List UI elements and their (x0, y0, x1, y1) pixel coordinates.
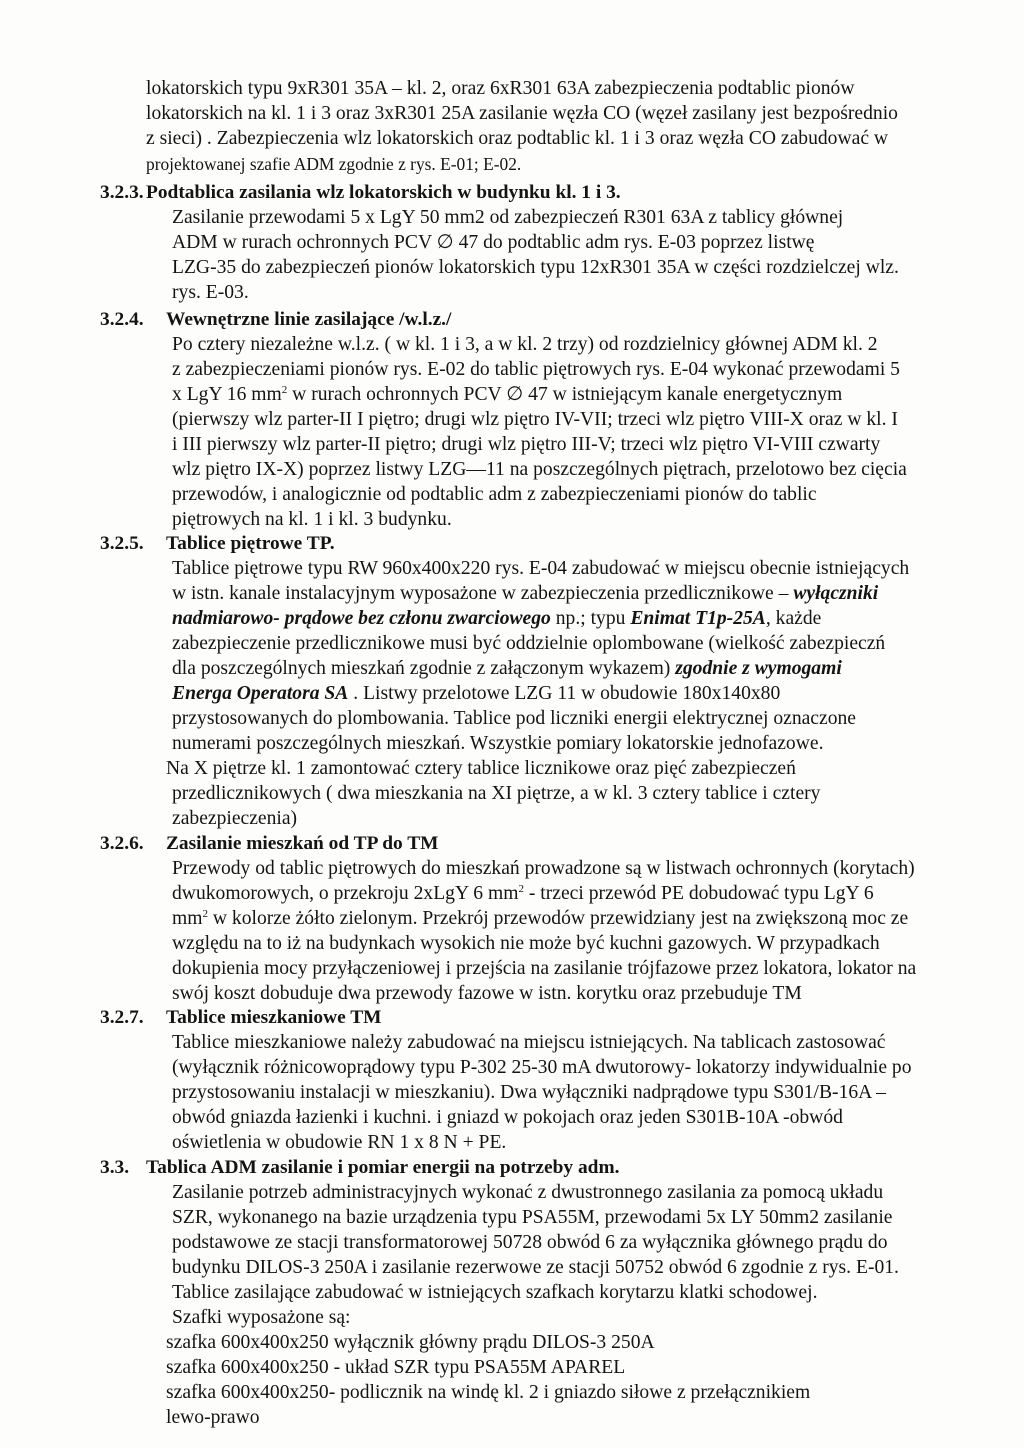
text-line: Tablice piętrowe typu RW 960x400x220 rys. E-04 zabudować w miejscu obecnie istniejących (172, 558, 910, 579)
text-line: Tablice zasilające zabudować w istniejących szafkach korytarzu klatki schodowej. (172, 1282, 818, 1303)
text-line: numerami poszczególnych mieszkań. Wszystkie pomiary lokatorskie jednofazowe. (172, 733, 824, 754)
text-line: swój koszt dobuduje dwa przewody fazowe w istn. korytku oraz przebuduje TM (172, 983, 802, 1004)
text-line: obwód gniazda łazienki i kuchni. i gniazd w pokojach oraz jeden S301B-10A -obwód (172, 1107, 843, 1128)
section-heading: Podtablica zasilania wlz lokatorskich w budynku kl. 1 i 3. (146, 182, 621, 203)
emphasis-text: nadmiarowo- prądowe bez członu zwarciowego (172, 608, 551, 629)
text-line: przewodów, i analogicznie od podtablic adm z zabezpieczeniami pionów do tablic (172, 484, 817, 505)
text-span: , każde (765, 608, 822, 629)
text-span: np.; typu (550, 608, 631, 629)
text-span: dwukomorowych, o przekroju 2xLgY 6 mm (172, 883, 519, 904)
text-line: podstawowe ze stacji transformatorowej 50728 obwód 6 za wyłącznika głównego prądu do (172, 1232, 888, 1253)
text-line: szafka 600x400x250 wyłącznik główny prądu DILOS-3 250A (166, 1332, 655, 1353)
superscript: 2 (281, 384, 288, 396)
text-line: szafka 600x400x250 - układ SZR typu PSA55M APAREL (166, 1357, 626, 1378)
text-line: Tablice mieszkaniowe należy zabudować na miejscu istniejących. Na tablicach zastosować (172, 1032, 886, 1053)
section-number: 3.2.5. (100, 533, 144, 554)
text-line: Zasilanie potrzeb administracyjnych wykonać z dwustronnego zasilania za pomocą układu (172, 1182, 884, 1203)
section-number: 3.2.6. (100, 833, 144, 854)
emphasis-text: Energa Operatora SA (172, 683, 349, 704)
text-line: z zabezpieczeniami pionów rys. E-02 do tablic piętrowych rys. E-04 wykonać przewodami 5 (172, 359, 900, 380)
text-line: Zasilanie przewodami 5 x LgY 50 mm2 od zabezpieczeń R301 63A z tablicy głównej (172, 207, 844, 228)
text-line: przedlicznikowych ( dwa mieszkania na XI piętrze, a w kl. 3 cztery tablice i cztery (172, 783, 821, 804)
text-line: ADM w rurach ochronnych PCV ∅ 47 do podtablic adm rys. E-03 poprzez listwę (172, 232, 815, 253)
text-line: przystosowanych do plombowania. Tablice pod liczniki energii elektrycznej oznaczone (172, 708, 856, 729)
text-span: w rurach ochronnych PCV ∅ 47 w istniejącym kanale energetycznym (287, 384, 843, 405)
text-line (172, 682, 780, 706)
text-span: x LgY 16 mm (172, 384, 282, 405)
emphasis-text: Enimat T1p-25A (630, 608, 766, 629)
text-line: wlz piętro IX-X) poprzez listwy LZG—11 na poszczególnych piętrach, przelotowo bez cięcia (172, 459, 907, 480)
text-line (172, 383, 842, 407)
section-number: 3.3. (100, 1157, 130, 1178)
text-line: rys. E-03. (172, 282, 249, 303)
emphasis-text: wyłączniki (793, 583, 879, 604)
text-line: z sieci) . Zabezpieczenia wlz lokatorskich oraz podtablic kl. 1 i 3 oraz węzła CO zabudować w (146, 128, 889, 149)
text-line: (wyłącznik różnicowoprądowy typu P-302 25-30 mA dwutorowy- lokatorzy indywidualnie po (172, 1057, 912, 1078)
section-heading: Tablice mieszkaniowe TM (166, 1007, 382, 1028)
section-number: 3.2.4. (100, 309, 144, 330)
text-span: mm (172, 908, 203, 929)
text-line: lewo-prawo (166, 1407, 260, 1428)
section-number: 3.2.7. (100, 1007, 144, 1028)
text-line: lokatorskich na kl. 1 i 3 oraz 3xR301 25A zasilanie węzła CO (węzeł zasilany jest bezpośrednio (146, 103, 898, 124)
text-line: względu na to iż na budynkach wysokich nie może być kuchni gazowych. W przypadkach (172, 933, 880, 954)
text-line: Szafki wyposażone są: (172, 1307, 351, 1328)
section-heading: Tablica ADM zasilanie i pomiar energii na potrzeby adm. (146, 1157, 620, 1178)
superscript: 2 (202, 908, 208, 920)
section-number: 3.2.3. (100, 182, 144, 203)
text-line: Przewody od tablic piętrowych do mieszkań prowadzone są w listwach ochronnych (korytach) (172, 858, 915, 879)
text-line (172, 882, 874, 906)
superscript: 2 (518, 883, 524, 895)
text-span: - trzeci przewód PE dobudować typu LgY 6 (523, 883, 874, 904)
text-line: oświetlenia w obudowie RN 1 x 8 N + PE. (172, 1132, 507, 1153)
text-line: i III pierwszy wlz parter-II piętro; drugi wlz piętro III-V; trzeci wlz piętro VI-VIII czwarty (172, 434, 881, 455)
text-span: dla poszczególnych mieszkań zgodnie z załączonym wykazem) (172, 658, 676, 679)
text-line: LZG-35 do zabezpieczeń pionów lokatorskich typu 12xR301 35A w części rozdzielczej wlz. (172, 257, 899, 278)
text-line: (pierwszy wlz parter-II I piętro; drugi wlz piętro IV-VII; trzeci wlz piętro VIII-X oraz w kl. I (172, 409, 898, 430)
text-span: . Listwy przelotowe LZG 11 w obudowie 180x140x80 (348, 683, 781, 704)
text-line: budynku DILOS-3 250A i zasilanie rezerwowe ze stacji 50752 obwód 6 zgodnie z rys. E-01. (172, 1257, 899, 1278)
text-line: dokupienia mocy przyłączeniowej i przejścia na zasilanie trójfazowe przez lokatora, lokator na (172, 958, 917, 979)
text-line: Po cztery niezależne w.l.z. ( w kl. 1 i 3, a w kl. 2 trzy) od rozdzielnicy głównej ADM kl. 2 (172, 334, 878, 355)
text-line: przystosowaniu instalacji w mieszkaniu). Dwa wyłączniki nadprądowe typu S301/B-16A – (172, 1082, 886, 1103)
text-line (172, 657, 842, 681)
text-line (172, 582, 878, 606)
text-line (172, 607, 821, 631)
text-line: zabezpieczenie przedlicznikowe musi być oddzielnie oplombowane (wielkość zabezpieczń (172, 633, 886, 654)
text-line: projektowanej szafie ADM zgodnie z rys. E-01; E-02. (146, 154, 522, 174)
text-line: piętrowych na kl. 1 i kl. 3 budynku. (172, 509, 452, 530)
text-line: szafka 600x400x250- podlicznik na windę kl. 2 i gniazdo siłowe z przełącznikiem (166, 1382, 811, 1403)
text-span: w kolorze żółto zielonym. Przekrój przewodów przewidziany jest na zwiększoną moc ze (207, 908, 909, 929)
section-heading: Tablice piętrowe TP. (166, 533, 335, 554)
text-line: Na X piętrze kl. 1 zamontować cztery tablice licznikowe oraz pięć zabezpieczeń (166, 758, 796, 779)
text-line: lokatorskich typu 9xR301 35A – kl. 2, oraz 6xR301 63A zabezpieczenia podtablic pionów (146, 78, 855, 99)
text-line: zabezpieczenia) (172, 808, 298, 829)
text-line (172, 907, 908, 931)
section-heading: Zasilanie mieszkań od TP do TM (166, 833, 439, 854)
section-heading: Wewnętrzne linie zasilające /w.l.z./ (166, 309, 452, 330)
text-line: SZR, wykonanego na bazie urządzenia typu PSA55M, przewodami 5x LY 50mm2 zasilanie (172, 1207, 893, 1228)
emphasis-text: zgodnie z wymogami (675, 658, 842, 679)
text-span: w istn. kanale instalacyjnym wyposażone w zabezpieczenia przedlicznikowe – (172, 583, 794, 604)
